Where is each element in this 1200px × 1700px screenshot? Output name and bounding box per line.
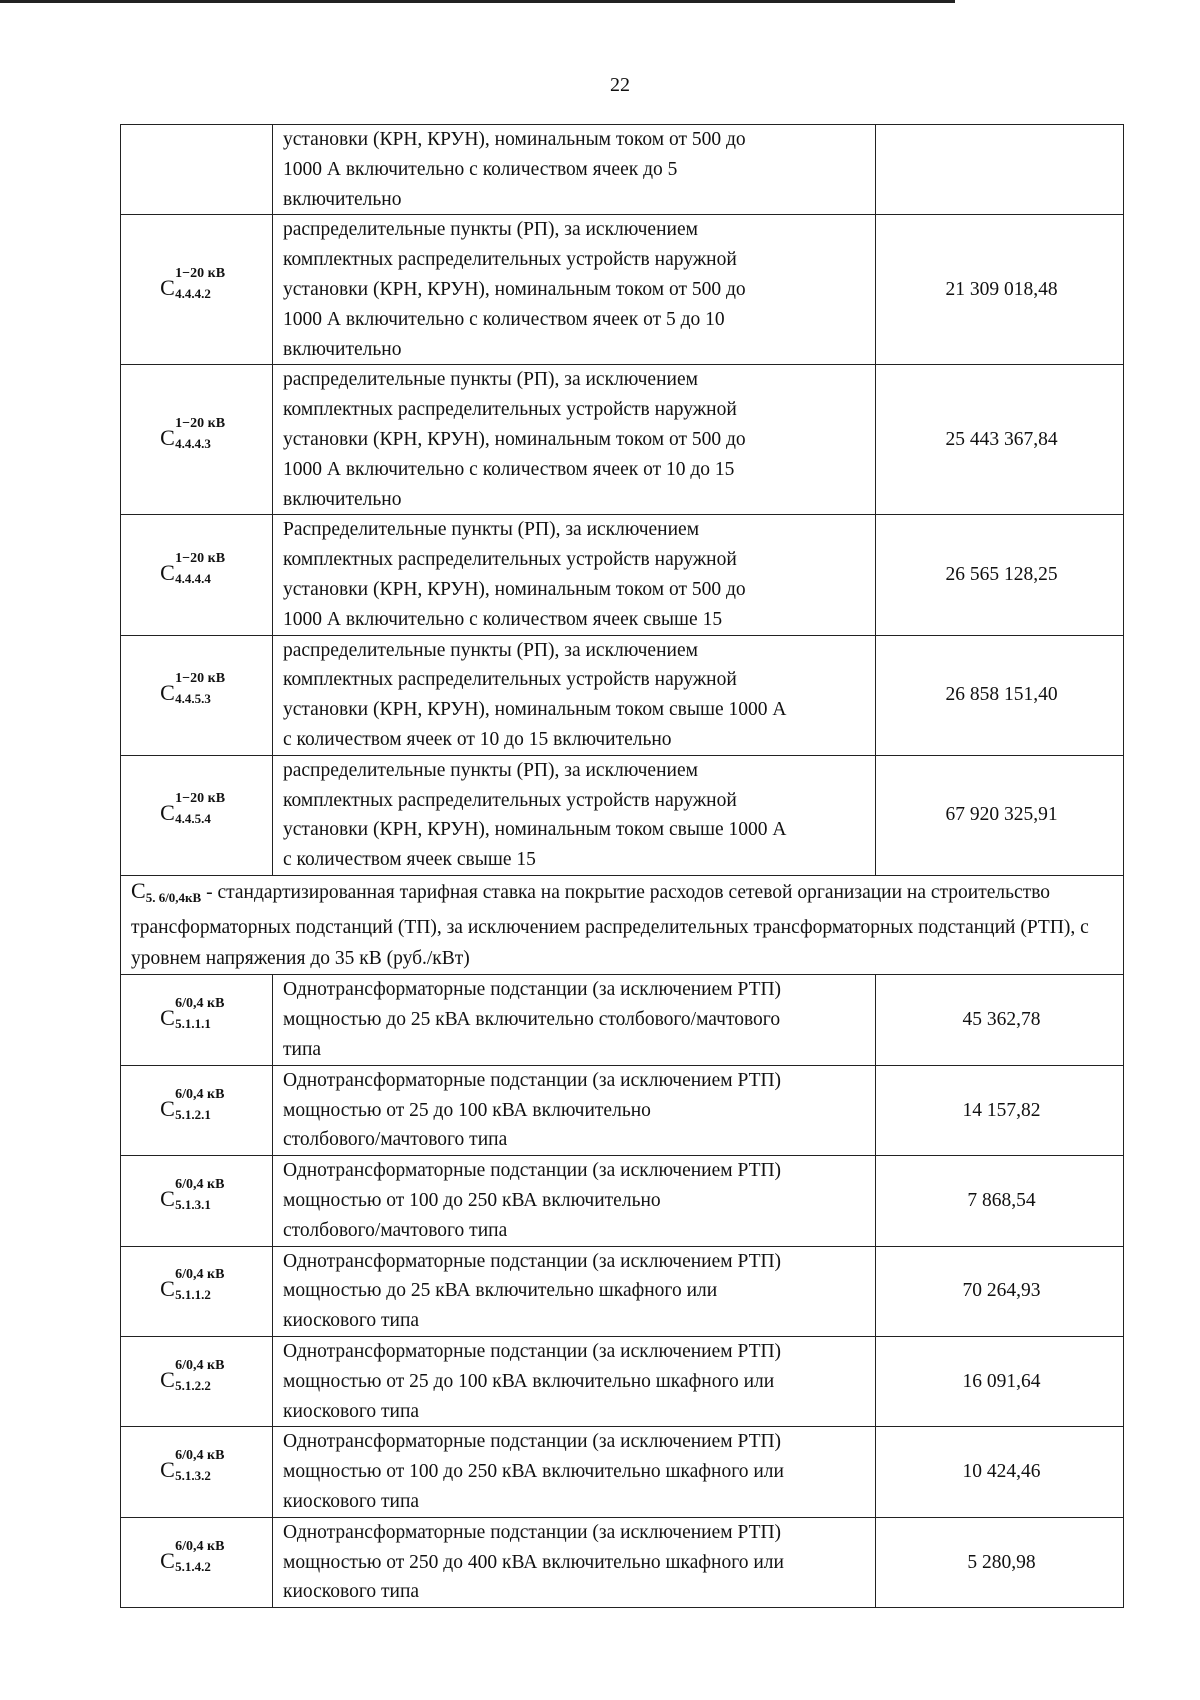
rate-value-cell: 21 309 018,48 [876, 215, 1124, 365]
rate-symbol-voltage: 6/0,4 кВ [175, 1357, 225, 1373]
description-line: комплектных распределительных устройств наружной [283, 549, 737, 571]
description-line: установки (КРН, КРУН), номинальным током от 500 до [283, 428, 746, 450]
description-line: распределительные пункты (РП), за исключением [283, 369, 698, 391]
description-line: мощностью от 100 до 250 кВА включительно [283, 1190, 661, 1211]
section-text-rest: строительство трансформаторных подстанций (ТП), за исключением распределительных трансформаторных подстанций (РТП), с уровнем напряжения до 35 кВ (руб./кВт) [131, 881, 1089, 969]
rate-symbol-base: С [160, 1366, 175, 1392]
rate-code-cell [121, 215, 273, 365]
description-line: киоскового типа [283, 1490, 420, 1512]
description-cell [273, 1517, 876, 1607]
table-body-top [121, 125, 1124, 876]
description-line: мощностью от 25 до 100 кВА включительно [283, 1099, 651, 1121]
table-row [121, 1156, 1124, 1246]
description-line: комплектных распределительных устройств наружной [283, 249, 737, 271]
description-line: установки (КРН, КРУН), номинальным током от 500 до [283, 278, 746, 300]
rate-symbol [160, 551, 237, 587]
rate-symbol [160, 1357, 237, 1393]
description-line: Однотрансформаторные подстанции (за исключением РТП) [283, 1340, 782, 1362]
description-line: мощностью до 25 кВА включительно столбового/мачтового [283, 1009, 781, 1031]
rate-symbol-index: 5.1.1.1 [175, 1016, 211, 1032]
tariff-table [120, 124, 1124, 1608]
description-cell [273, 365, 876, 515]
rate-symbol-index: 5.1.3.1 [175, 1197, 211, 1212]
section-symbol-sub: 5. 6/0,4кВ [145, 889, 202, 905]
description-line: установки (КРН, КРУН), номинальным током от 500 до [283, 129, 746, 150]
rate-symbol-base: С [160, 1457, 175, 1483]
description-cell [273, 1156, 876, 1246]
rate-symbol-voltage: 1−20 кВ [175, 671, 226, 687]
rate-symbol-voltage: 1−20 кВ [175, 265, 226, 281]
description-line: с количеством ячеек от 10 до 15 включительно [283, 728, 672, 750]
description-line: 1000 А включительно с количеством ячеек от 10 до 15 [283, 458, 735, 480]
description-line: Однотрансформаторные подстанции (за исключением РТП) [283, 1521, 782, 1543]
rate-symbol-index: 5.1.2.2 [175, 1377, 211, 1393]
rate-symbol [160, 415, 237, 451]
rate-value-cell: 5 280,98 [876, 1517, 1124, 1607]
description-cell [273, 635, 876, 755]
rate-code-cell [121, 1427, 273, 1517]
rate-symbol-index: 5.1.2.1 [175, 1106, 211, 1122]
description-line: включительно [283, 188, 402, 210]
description-line: киоскового типа [283, 1310, 420, 1332]
table-row [121, 1065, 1124, 1155]
description-line: Однотрансформаторные подстанции (за исключением РТП) [283, 1160, 782, 1182]
description-line: установки (КРН, КРУН), номинальным током свыше 1000 А [283, 699, 787, 721]
rate-symbol-base: С [160, 1095, 175, 1121]
description-line: 1000 А включительно с количеством ячеек до 5 [283, 158, 678, 180]
description-cell [273, 1065, 876, 1155]
description-cell [273, 515, 876, 635]
rate-code-cell [121, 1517, 273, 1607]
rate-code-cell [121, 515, 273, 635]
description-line: Однотрансформаторные подстанции (за исключением РТП) [283, 1250, 782, 1272]
rate-symbol [160, 671, 237, 707]
description-line: мощностью от 25 до 100 кВА включительно шкафного или [283, 1370, 775, 1392]
table-row [121, 1517, 1124, 1607]
rate-symbol-base: С [160, 680, 175, 706]
rate-symbol-voltage: 1−20 кВ [175, 415, 226, 431]
rate-value-cell: 26 565 128,25 [876, 515, 1124, 635]
rate-symbol-index: 4.4.4.4 [175, 571, 211, 587]
rate-symbol-index: 5.1.4.2 [175, 1558, 211, 1574]
rate-symbol-base: С [160, 1276, 175, 1302]
rate-code-cell [121, 975, 273, 1065]
table-row [121, 975, 1124, 1065]
table-row [121, 515, 1124, 635]
table-row [121, 1246, 1124, 1336]
description-line: комплектных распределительных устройств наружной [283, 669, 737, 691]
rate-symbol-index: 5.1.3.2 [175, 1468, 211, 1484]
description-line: киоскового типа [283, 1400, 420, 1422]
description-cell [273, 1336, 876, 1426]
rate-symbol [160, 1086, 237, 1122]
table-row [121, 125, 1124, 215]
description-line: Однотрансформаторные подстанции (за исключением РТП) [283, 979, 782, 1001]
table-body-bottom [121, 975, 1124, 1608]
description-line: Однотрансформаторные подстанции (за исключением РТП) [283, 1431, 782, 1453]
rate-symbol-voltage: 6/0,4 кВ [175, 996, 225, 1012]
rate-symbol [160, 1177, 237, 1212]
description-cell [273, 975, 876, 1065]
description-cell [273, 1246, 876, 1336]
rate-code-cell [121, 1246, 273, 1336]
rate-symbol-base: С [160, 800, 175, 826]
rate-symbol [160, 791, 237, 827]
description-line: включительно [283, 338, 402, 360]
section-symbol [131, 877, 202, 905]
description-cell [273, 215, 876, 365]
rate-value-cell: 7 868,54 [876, 1156, 1124, 1246]
rate-symbol [160, 265, 237, 301]
section-header-body [121, 875, 1124, 975]
description-line: 1000 А включительно с количеством ячеек от 5 до 10 [283, 308, 725, 330]
rate-symbol-base: С [160, 1547, 175, 1573]
description-line: мощностью от 100 до 250 кВА включительно шкафного или [283, 1461, 784, 1483]
rate-value-cell: 10 424,46 [876, 1427, 1124, 1517]
table-row [121, 1427, 1124, 1517]
page-number: 22 [610, 74, 630, 96]
rate-value-cell: 70 264,93 [876, 1246, 1124, 1336]
description-cell [273, 125, 876, 215]
rate-value-cell: 67 920 325,91 [876, 755, 1124, 875]
description-line: киоскового типа [283, 1581, 420, 1603]
rate-value-cell: 45 362,78 [876, 975, 1124, 1065]
section-symbol-base: С [131, 877, 146, 903]
description-line: распределительные пункты (РП), за исключением [283, 639, 698, 661]
rate-value-cell: 25 443 367,84 [876, 365, 1124, 515]
rate-symbol-index: 4.4.4.3 [175, 435, 211, 451]
rate-symbol-base: С [160, 1186, 175, 1211]
description-line: Однотрансформаторные подстанции (за исключением РТП) [283, 1069, 782, 1091]
rate-symbol-voltage: 6/0,4 кВ [175, 1448, 225, 1464]
rate-symbol-base: С [160, 1005, 175, 1031]
section-header-cell [121, 875, 1124, 975]
rate-symbol-index: 5.1.1.2 [175, 1287, 211, 1303]
description-line: Распределительные пункты (РП), за исключением [283, 519, 700, 541]
section-row [121, 875, 1124, 975]
description-line: мощностью от 250 до 400 кВА включительно шкафного или [283, 1551, 784, 1573]
rate-symbol-index: 4.4.4.2 [175, 285, 211, 301]
description-line: столбового/мачтового типа [283, 1219, 508, 1241]
rate-symbol-voltage: 1−20 кВ [175, 791, 226, 807]
rate-code-cell [121, 1336, 273, 1426]
rate-value-cell [876, 125, 1124, 215]
description-line: установки (КРН, КРУН), номинальным током свыше 1000 А [283, 819, 787, 841]
rate-code-cell [121, 1065, 273, 1155]
description-line: комплектных распределительных устройств наружной [283, 399, 737, 421]
description-cell [273, 755, 876, 875]
rate-symbol-index: 4.4.5.4 [175, 811, 211, 827]
rate-symbol-base: С [160, 560, 175, 586]
rate-code-cell [121, 635, 273, 755]
rate-symbol [160, 996, 237, 1032]
rate-symbol-voltage: 1−20 кВ [175, 551, 226, 567]
rate-symbol [160, 1267, 237, 1303]
rate-symbol-voltage: 6/0,4 кВ [175, 1538, 225, 1554]
rate-symbol-base: С [160, 424, 175, 450]
rate-code-cell [121, 365, 273, 515]
rate-code-cell [121, 1156, 273, 1246]
rate-symbol [160, 1538, 237, 1574]
table-row [121, 365, 1124, 515]
description-line: распределительные пункты (РП), за исключением [283, 219, 698, 241]
description-line: типа [283, 1039, 322, 1061]
description-cell [273, 1427, 876, 1517]
description-line: 1000 А включительно с количеством ячеек свыше 15 [283, 608, 723, 630]
rate-value-cell: 16 091,64 [876, 1336, 1124, 1426]
description-line: столбового/мачтового типа [283, 1129, 508, 1151]
section-text-first: - стандартизированная тарифная ставка на покрытие расходов сетевой организации на [201, 881, 926, 903]
rate-symbol [160, 1448, 237, 1484]
scan-top-edge [0, 0, 955, 3]
rate-symbol-base: С [160, 274, 175, 300]
table-row [121, 215, 1124, 365]
table-row [121, 1336, 1124, 1426]
rate-symbol-voltage: 6/0,4 кВ [175, 1267, 225, 1283]
rate-code-cell [121, 125, 273, 215]
description-line: распределительные пункты (РП), за исключением [283, 759, 698, 781]
description-line: установки (КРН, КРУН), номинальным током от 500 до [283, 578, 746, 600]
rate-code-cell [121, 755, 273, 875]
rate-symbol-voltage: 6/0,4 кВ [175, 1177, 225, 1192]
description-line: мощностью до 25 кВА включительно шкафного или [283, 1280, 718, 1302]
description-line: комплектных распределительных устройств наружной [283, 789, 737, 811]
rate-symbol-index: 4.4.5.3 [175, 691, 211, 707]
rate-symbol-voltage: 6/0,4 кВ [175, 1086, 225, 1102]
description-line: включительно [283, 488, 402, 510]
rate-value-cell: 14 157,82 [876, 1065, 1124, 1155]
description-line: с количеством ячеек свыше 15 [283, 849, 536, 871]
rate-value-cell: 26 858 151,40 [876, 635, 1124, 755]
table-row [121, 755, 1124, 875]
table-row [121, 635, 1124, 755]
